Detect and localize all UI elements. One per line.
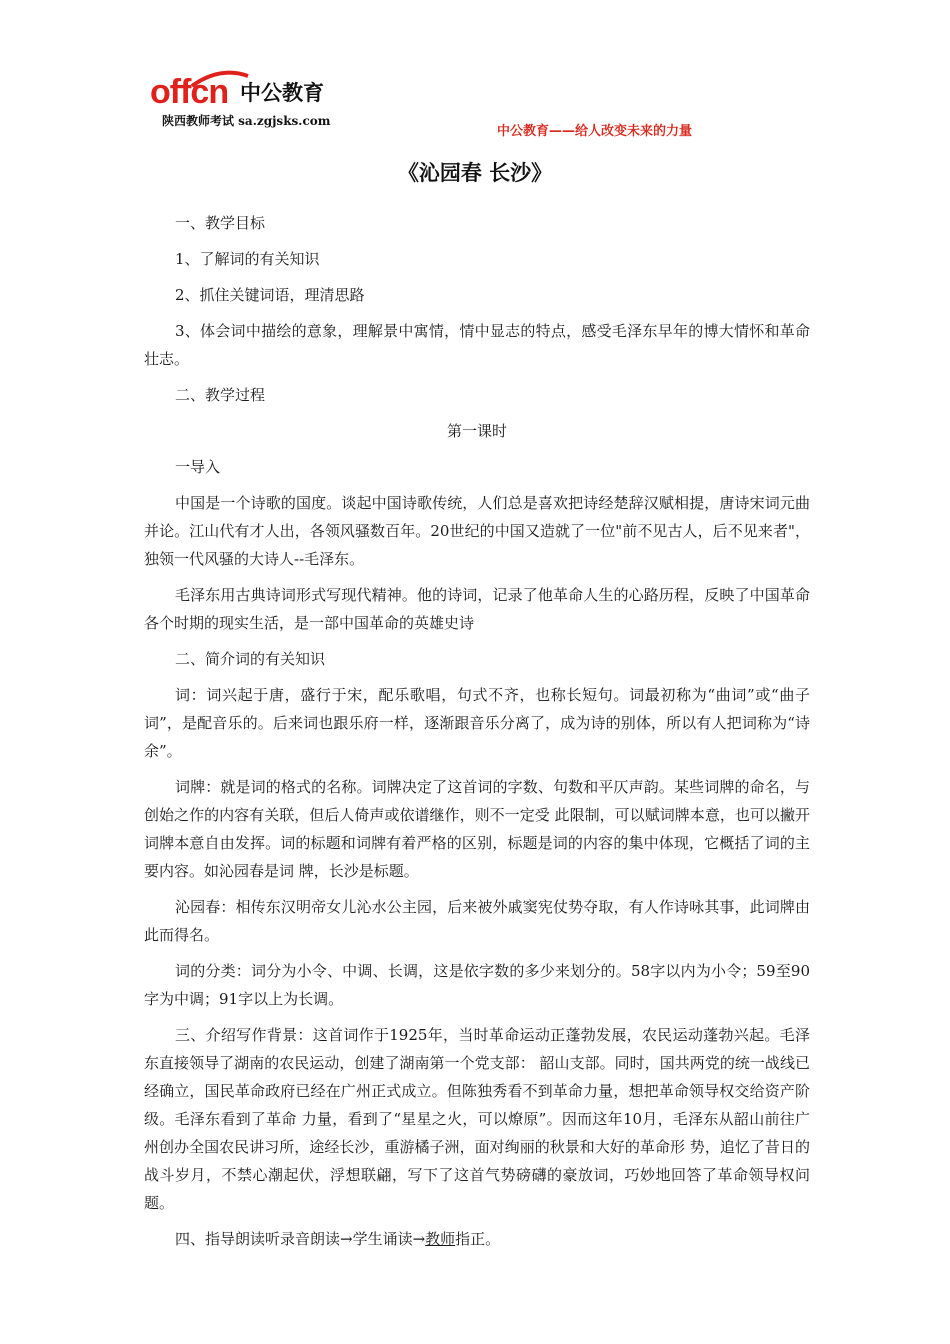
- objective-item: 2、抓住关键词语，理清思路: [175, 286, 365, 304]
- document-body: [144, 209, 810, 1261]
- subsection-heading: 一导入: [175, 458, 221, 476]
- lesson-heading: 第一课时: [446, 422, 507, 440]
- section-heading: 二、简介词的有关知识: [175, 650, 326, 668]
- body-paragraph: 词的分类：词分为小令、中调、长调，这是依字数的多少来划分的。58字以内为小令；59至90字为中调；91字以上为长调。: [144, 962, 810, 1008]
- section-heading: 一、教学目标: [175, 214, 266, 232]
- objective-item: 3、体会词中描绘的意象，理解景中寓情，情中显志的特点，感受毛泽东早年的博大情怀和革命壮志。: [144, 322, 810, 368]
- final-instruction-end: 指正。: [455, 1230, 501, 1248]
- logo-subtitle: 陕西教师考试 sa.zgjsks.com: [162, 114, 331, 128]
- body-paragraph: 沁园春：相传东汉明帝女儿沁水公主园，后来被外戚窦宪仗势夺取，有人作诗咏其事，此词牌由此而得名。: [144, 898, 810, 944]
- final-instruction: [144, 1225, 810, 1253]
- body-paragraph: 中国是一个诗歌的国度。谈起中国诗歌传统，人们总是喜欢把诗经楚辞汉赋相提，唐诗宋词元曲并论。江山代有才人出，各领风骚数百年。20世纪的中国又造就了一位"前不见古人，后不见来者"，独领一代风骚的大诗人--毛泽东。: [144, 494, 810, 568]
- body-paragraph: 毛泽东用古典诗词形式写现代精神。他的诗词，记录了他革命人生的心路历程，反映了中国革命各个时期的现实生活，是一部中国革命的英雄史诗: [144, 586, 810, 632]
- final-instruction-text: 四、指导朗读听录音朗读→学生诵读→: [175, 1230, 426, 1248]
- body-paragraph: 词牌：就是词的格式的名称。词牌决定了这首词的字数、句数和平仄声韵。某些词牌的命名，与创始之作的内容有关联，但后人倚声或依谱继作，则不一定受 此限制，可以赋词牌本意，也可以撇开词牌本意自由发挥。词的标题和词牌有着严格的区别，标题是词的内容的集中体现，它概括了词的主要内容。如沁园春是词 牌，长沙是标题。: [144, 778, 810, 880]
- teacher-link[interactable]: 教师: [425, 1230, 456, 1248]
- document-title: 《沁园春 长沙》: [397, 161, 553, 185]
- body-paragraph: 三、介绍写作背景：这首词作于1925年，当时革命运动正蓬勃发展，农民运动蓬勃兴起。毛泽东直接领导了湖南的农民运动，创建了湖南第一个党支部： 韶山支部。同时，国共两党的统一战线已经确立，国民革命政府已经在广州正式成立。但陈独秀看不到革命力量，想把革命领导权交给资产阶级。毛泽东看到了革命 力量，看到了“星星之火，可以燎原”。因而这年10月，毛泽东从韶山前往广州创办全国农民讲习所，途经长沙，重游橘子洲，面对绚丽的秋景和大好的革命形 势，追忆了昔日的战斗岁月，不禁心潮起伏，浮想联翩，写下了这首气势磅礴的豪放词，巧妙地回答了革命领导权问题。: [144, 1026, 810, 1212]
- section-heading: 二、教学过程: [175, 386, 266, 404]
- body-paragraph: 词：词兴起于唐，盛行于宋，配乐歌唱，句式不齐，也称长短句。词最初称为“曲词”或“曲子词”，是配音乐的。后来词也跟乐府一样，逐渐跟音乐分离了，成为诗的别体，所以有人把词称为“诗余”。: [144, 686, 810, 760]
- offcn-logo: [150, 74, 350, 134]
- objective-item: 1、了解词的有关知识: [175, 250, 320, 268]
- logo-chinese-name: 中公教育: [240, 81, 324, 105]
- logo-wordmark: offcn: [150, 73, 229, 111]
- page-header: [0, 0, 950, 150]
- header-slogan: 中公教育——给人改变未来的力量: [497, 124, 693, 139]
